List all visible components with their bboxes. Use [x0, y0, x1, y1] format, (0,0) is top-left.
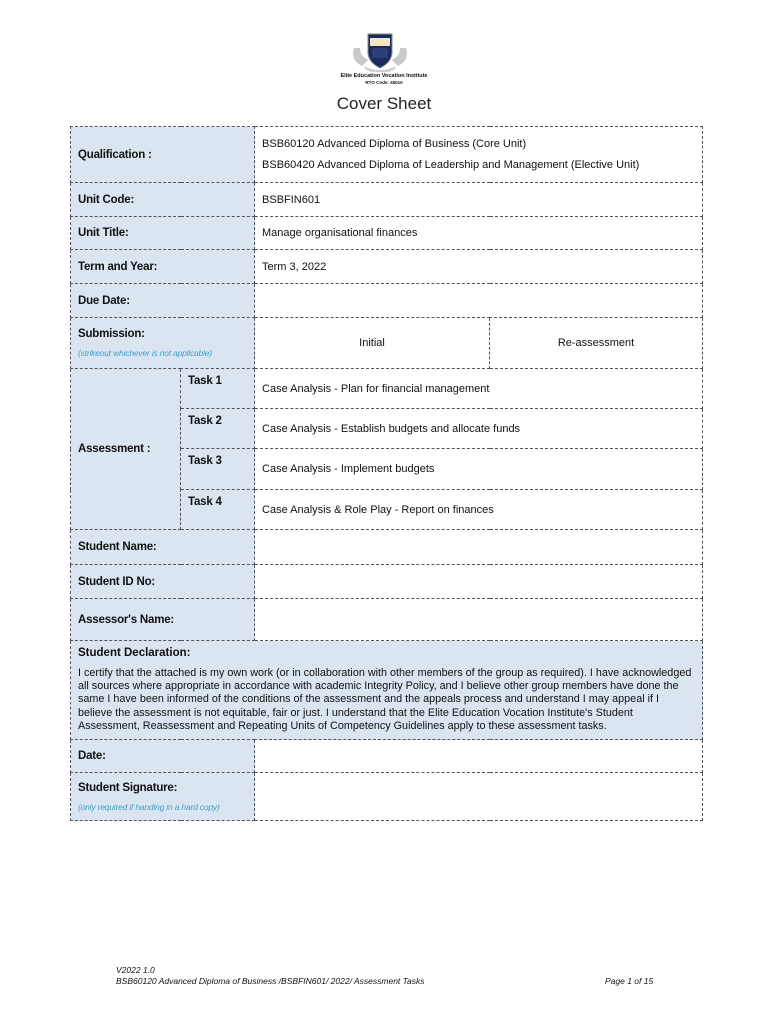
submission-reassessment-option[interactable]: Re-assessment [490, 318, 703, 369]
date-label: Date: [71, 740, 255, 773]
unit-code-label: Unit Code: [71, 183, 255, 217]
term-year-row [71, 250, 703, 284]
student-name-label: Student Name: [71, 530, 255, 565]
footer-doc-ref: BSB60120 Advanced Diploma of Business /BSBFIN601/ 2022/ Assessment Tasks [116, 976, 425, 986]
declaration-heading: Student Declaration: [78, 646, 191, 659]
unit-title-value: Manage organisational finances [255, 217, 703, 250]
signature-row [71, 773, 703, 821]
due-date-row [71, 284, 703, 318]
submission-row [71, 318, 703, 369]
task-description: Case Analysis & Role Play - Report on finances [255, 490, 703, 530]
due-date-field[interactable] [255, 284, 703, 318]
task-label: Task 3 [181, 449, 255, 490]
footer-version: V2022 1.0 [116, 965, 155, 975]
student-id-row [71, 565, 703, 599]
student-id-field[interactable] [255, 565, 703, 599]
footer-page-number: Page 1 of 15 [605, 976, 654, 986]
unit-code-row [71, 183, 703, 217]
task-label: Task 4 [181, 490, 255, 530]
cover-sheet-table [70, 126, 703, 821]
assessment-row-1 [71, 369, 703, 409]
date-field[interactable] [255, 740, 703, 773]
date-row [71, 740, 703, 773]
qualification-row [71, 127, 703, 183]
task-description: Case Analysis - Implement budgets [255, 449, 703, 490]
institute-crest-icon [350, 30, 410, 72]
institute-name: Elite Education Vocation Institute [340, 73, 428, 79]
task-label: Task 2 [181, 409, 255, 449]
page-title: Cover Sheet [336, 94, 432, 113]
term-year-value: Term 3, 2022 [255, 250, 703, 284]
student-name-field[interactable] [255, 530, 703, 565]
qualification-value [255, 127, 703, 183]
assessor-name-field[interactable] [255, 599, 703, 641]
assessment-label: Assessment : [71, 369, 181, 530]
task-label: Task 1 [181, 369, 255, 409]
due-date-label: Due Date: [71, 284, 255, 318]
assessor-name-row [71, 599, 703, 641]
signature-label-text: Student Signature: [78, 781, 178, 794]
student-name-row [71, 530, 703, 565]
submission-label [71, 318, 255, 369]
signature-note: (only required if handing in a hard copy) [78, 801, 220, 812]
qualification-core: BSB60120 Advanced Diploma of Business (Core Unit) [262, 138, 527, 150]
term-year-label: Term and Year: [71, 250, 255, 284]
task-description: Case Analysis - Establish budgets and allocate funds [255, 409, 703, 449]
unit-code-value: BSBFIN601 [255, 183, 703, 217]
rto-code: RTO Code: 45010 [365, 80, 403, 85]
signature-label [71, 773, 255, 821]
signature-field[interactable] [255, 773, 703, 821]
task-description: Case Analysis - Plan for financial management [255, 369, 703, 409]
student-declaration [71, 641, 703, 740]
declaration-text: I certify that the attached is my own work (or in collaboration with other members of the group as required). I have acknowledged all sources where appropriate in accordance with academic Integrity Policy, and I believe other group members have done the same I have been informed of the conditions of the assessment and the appeals process and understand I may appeal if I believe the assessment is not equitable, fair or just. I understand that the Elite Education Vocation Institute's Student Assessment, Reassessment and Repeating Units of Competency Guidelines apply to these assessment tasks. [78, 666, 692, 732]
submission-note: (strikeout whichever is not applicable) [78, 348, 212, 358]
assessor-name-label: Assessor's Name: [71, 599, 255, 641]
student-id-label: Student ID No: [71, 565, 255, 599]
declaration-row [71, 641, 703, 740]
qualification-label: Qualification : [71, 127, 255, 183]
submission-initial-option[interactable]: Initial [255, 318, 490, 369]
unit-title-label: Unit Title: [71, 217, 255, 250]
qualification-elective: BSB60420 Advanced Diploma of Leadership and Management (Elective Unit) [262, 159, 640, 171]
submission-label-text: Submission: [78, 328, 145, 340]
unit-title-row [71, 217, 703, 250]
